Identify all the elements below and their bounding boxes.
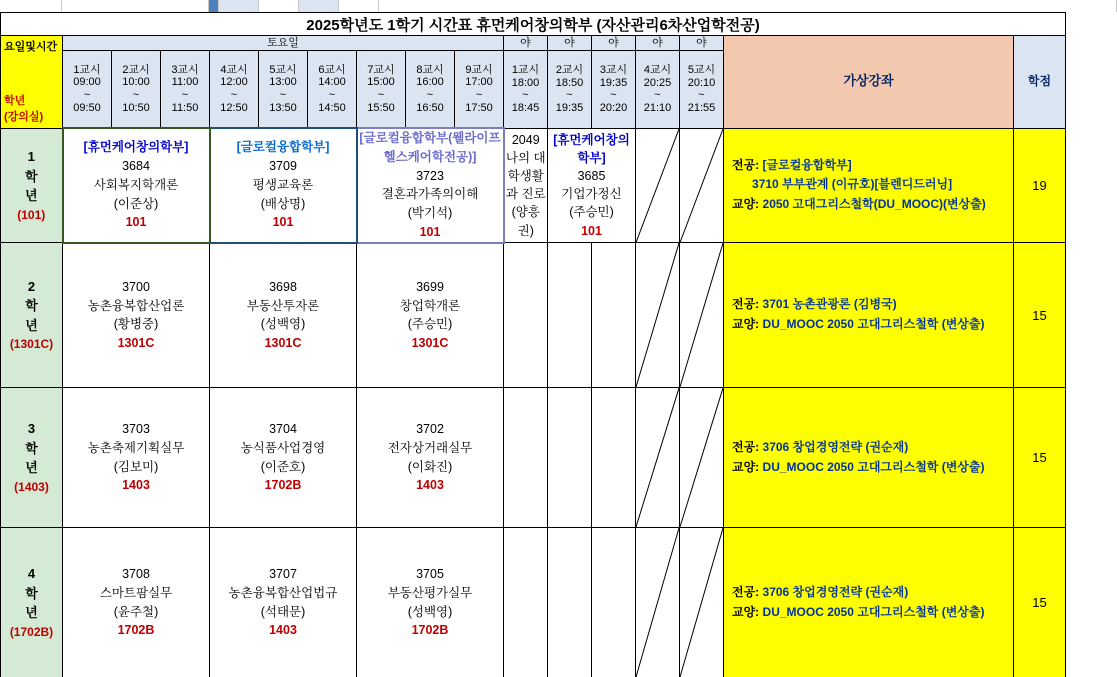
period-name: 8교시 bbox=[416, 63, 444, 76]
period-tilde: ~ bbox=[230, 89, 238, 101]
course-room: 101 bbox=[581, 223, 602, 238]
period-start: 09:00 bbox=[73, 76, 101, 89]
period-start: 20:10 bbox=[687, 76, 716, 89]
period-header-3 bbox=[161, 51, 210, 129]
grade-text2: 년 bbox=[25, 460, 38, 476]
grade-cell bbox=[1, 243, 63, 388]
grade-text2: 년 bbox=[25, 317, 38, 333]
course-room: 1702B bbox=[264, 478, 302, 493]
night-course-cell[interactable] bbox=[548, 128, 636, 243]
diagonal-blank-cell bbox=[636, 388, 680, 528]
course-room: 1403 bbox=[416, 478, 444, 493]
empty-cell bbox=[592, 243, 636, 388]
course-name: 사회복지학개론 bbox=[93, 177, 179, 192]
corner-header bbox=[1, 36, 63, 129]
course-professor: (윤주철) bbox=[113, 604, 159, 619]
course-cell[interactable] bbox=[357, 128, 504, 243]
course-code: 3702 bbox=[416, 422, 444, 436]
night-label-1: 야 bbox=[504, 36, 548, 51]
course-professor: (양흥권) bbox=[511, 205, 540, 238]
period-end: 21:10 bbox=[643, 101, 672, 114]
period-start: 11:00 bbox=[171, 76, 199, 89]
period-header-4 bbox=[210, 51, 259, 129]
virtual-course-line: 교양: DU_MOOC 2050 고대그리스철학 (변상출) bbox=[732, 604, 985, 619]
diagonal-blank-cell bbox=[680, 128, 724, 243]
period-header-6 bbox=[308, 51, 357, 129]
course-professor: (성백영) bbox=[407, 604, 453, 619]
night-label-3: 야 bbox=[592, 36, 636, 51]
period-tilde: ~ bbox=[610, 89, 617, 102]
corner-top-label: 요일및시간 bbox=[4, 41, 58, 53]
period-tilde: ~ bbox=[522, 89, 529, 102]
diagonal-blank-cell bbox=[636, 243, 680, 388]
period-start: 10:00 bbox=[122, 76, 150, 89]
period-end: 11:50 bbox=[171, 101, 199, 114]
empty-cell bbox=[504, 243, 548, 388]
night-period-header-2 bbox=[548, 51, 592, 129]
grade-room: (1301C) bbox=[9, 337, 54, 352]
period-start: 16:00 bbox=[416, 76, 444, 89]
course-name: 결혼과가족의이해 bbox=[381, 187, 479, 202]
period-tilde: ~ bbox=[377, 89, 385, 101]
credit-cell: 15 bbox=[1014, 388, 1066, 528]
virtual-course-cell[interactable] bbox=[724, 243, 1014, 388]
course-code: 3700 bbox=[122, 279, 150, 294]
corner-bottom-label: 학년 (강의실) bbox=[4, 94, 44, 123]
period-header-5 bbox=[259, 51, 308, 129]
course-name: 창업학개론 bbox=[399, 298, 461, 313]
grade-cell bbox=[1, 388, 63, 528]
course-room: 1301C bbox=[117, 336, 155, 350]
empty-cell bbox=[504, 528, 548, 677]
course-code: 3699 bbox=[416, 279, 444, 294]
virtual-course-line: 전공: 3701 농촌관광론 (김병국) bbox=[732, 297, 897, 312]
empty-cell bbox=[548, 243, 592, 388]
course-cell[interactable] bbox=[63, 528, 210, 677]
period-start: 17:00 bbox=[465, 76, 493, 89]
course-code: 3708 bbox=[122, 567, 150, 581]
course-room: 1403 bbox=[269, 623, 297, 638]
course-professor: (배상명) bbox=[260, 196, 306, 211]
period-name: 2교시 bbox=[555, 63, 584, 76]
night-period-header-1 bbox=[504, 51, 548, 129]
period-name: 9교시 bbox=[465, 63, 493, 76]
period-end: 10:50 bbox=[122, 101, 150, 114]
period-header-1 bbox=[63, 51, 112, 129]
spreadsheet-column-strip bbox=[0, 0, 1117, 12]
period-name: 5교시 bbox=[687, 63, 716, 76]
course-name: 평생교육론 bbox=[252, 177, 314, 192]
course-room: 1403 bbox=[122, 478, 150, 493]
virtual-course-cell[interactable] bbox=[724, 528, 1014, 677]
grade-row bbox=[1, 388, 1066, 528]
virtual-course-cell[interactable] bbox=[724, 128, 1014, 243]
course-professor: (성백영) bbox=[260, 317, 306, 332]
period-tilde: ~ bbox=[279, 89, 287, 101]
course-cell[interactable] bbox=[210, 388, 357, 528]
period-tilde: ~ bbox=[654, 89, 661, 102]
period-header-9 bbox=[455, 51, 504, 129]
course-room: 101 bbox=[125, 215, 147, 230]
course-name: 스마트팜실무 bbox=[99, 585, 173, 600]
period-start: 18:00 bbox=[511, 76, 540, 89]
course-code: 3704 bbox=[269, 422, 297, 436]
period-end: 21:55 bbox=[687, 101, 716, 114]
period-tilde: ~ bbox=[426, 89, 434, 101]
course-code: 3723 bbox=[416, 168, 444, 183]
grade-text2: 년 bbox=[25, 605, 38, 621]
period-tilde: ~ bbox=[181, 89, 189, 101]
grade-text2: 년 bbox=[24, 188, 38, 203]
grade-text1: 학 bbox=[24, 168, 38, 184]
period-name: 3교시 bbox=[171, 63, 199, 76]
course-professor: (이준상) bbox=[113, 196, 159, 211]
grade-number: 1 bbox=[27, 149, 35, 164]
empty-cell bbox=[548, 528, 592, 677]
virtual-course-line: 전공: 3706 창업경영전략 (권순재) bbox=[732, 584, 909, 599]
empty-cell bbox=[592, 528, 636, 677]
night-label-2: 야 bbox=[548, 36, 592, 51]
virtual-course-header: 가상강좌 bbox=[724, 36, 1014, 129]
grade-row bbox=[1, 243, 1066, 388]
diagonal-blank-cell bbox=[636, 528, 680, 677]
period-end: 20:20 bbox=[599, 101, 628, 114]
grade-row bbox=[1, 128, 1066, 243]
course-cell[interactable] bbox=[210, 128, 357, 243]
period-end: 17:50 bbox=[465, 101, 493, 114]
course-code: 3707 bbox=[269, 567, 297, 581]
course-name: 농촌융복합산업론 bbox=[87, 298, 185, 313]
course-cell[interactable] bbox=[210, 243, 357, 388]
period-tilde: ~ bbox=[83, 89, 91, 101]
period-header-8 bbox=[406, 51, 455, 129]
diagonal-blank-cell bbox=[636, 128, 680, 243]
course-professor: (주승민) bbox=[569, 205, 614, 220]
course-department: [글로컬융합학부] bbox=[236, 140, 330, 155]
period-name: 7교시 bbox=[367, 63, 395, 76]
course-code: 3709 bbox=[269, 159, 297, 174]
grade-room: (1403) bbox=[14, 479, 49, 494]
credit-header: 학점 bbox=[1014, 36, 1066, 129]
grade-room: (1702B) bbox=[9, 624, 54, 639]
course-professor: (이준호) bbox=[260, 459, 306, 474]
period-start: 14:00 bbox=[318, 76, 346, 89]
grade-text1: 학 bbox=[25, 585, 38, 601]
period-name: 1교시 bbox=[511, 63, 540, 76]
period-name: 5교시 bbox=[269, 63, 297, 76]
night-period-header-5 bbox=[680, 51, 724, 129]
course-room: 1702B bbox=[411, 623, 449, 638]
course-cell[interactable] bbox=[63, 128, 210, 243]
period-name: 2교시 bbox=[122, 63, 150, 76]
period-name: 3교시 bbox=[599, 63, 628, 76]
grade-room: (101) bbox=[17, 207, 46, 222]
course-room: 101 bbox=[419, 224, 441, 239]
period-start: 19:35 bbox=[599, 76, 628, 89]
course-department: [휴먼케어창의학부] bbox=[553, 132, 630, 165]
course-cell[interactable] bbox=[357, 528, 504, 677]
course-cell[interactable] bbox=[357, 243, 504, 388]
period-name: 6교시 bbox=[318, 63, 346, 76]
course-name: 부동산평가실무 bbox=[387, 585, 473, 600]
timetable-table bbox=[0, 12, 1066, 677]
course-professor: (석태문) bbox=[260, 604, 306, 619]
virtual-course-line: 전공: 3706 창업경영전략 (권순재) bbox=[732, 439, 909, 454]
course-cell[interactable] bbox=[63, 243, 210, 388]
course-professor: (김보미) bbox=[113, 459, 159, 474]
course-name: 부동산투자론 bbox=[246, 298, 320, 313]
empty-cell bbox=[592, 388, 636, 528]
course-professor: (이화진) bbox=[407, 459, 453, 474]
period-tilde: ~ bbox=[566, 89, 573, 102]
course-name: 농촌축제기획실무 bbox=[87, 440, 185, 455]
period-start: 15:00 bbox=[367, 76, 395, 89]
virtual-course-line: 교양: 2050 고대그리스철학(DU_MOOC)(변상출) bbox=[732, 197, 986, 212]
grade-number: 4 bbox=[27, 566, 36, 582]
course-name: 전자상거래실무 bbox=[387, 440, 473, 455]
course-cell[interactable] bbox=[357, 388, 504, 528]
period-start: 20:25 bbox=[643, 76, 672, 89]
night-period-header-3 bbox=[592, 51, 636, 129]
period-name: 4교시 bbox=[220, 63, 248, 76]
course-cell[interactable] bbox=[210, 528, 357, 677]
course-code: 3698 bbox=[269, 279, 297, 294]
virtual-course-line: 교양: DU_MOOC 2050 고대그리스철학 (변상출) bbox=[732, 317, 985, 331]
course-code: 3684 bbox=[122, 159, 150, 174]
period-tilde: ~ bbox=[132, 89, 140, 101]
virtual-course-line: 3710 부부관계 (이규호)[블렌디드러닝] bbox=[752, 177, 953, 192]
grade-cell bbox=[1, 528, 63, 677]
course-code: 3685 bbox=[577, 169, 606, 184]
course-room: 101 bbox=[272, 215, 294, 230]
period-tilde: ~ bbox=[328, 89, 336, 101]
period-start: 12:00 bbox=[220, 76, 248, 89]
diagonal-blank-cell bbox=[680, 243, 724, 388]
virtual-course-line: 교양: DU_MOOC 2050 고대그리스철학 (변상출) bbox=[732, 459, 985, 474]
grade-cell bbox=[1, 128, 63, 243]
grade-text1: 학 bbox=[25, 440, 38, 456]
course-cell[interactable] bbox=[63, 388, 210, 528]
grade-number: 2 bbox=[27, 278, 36, 294]
course-professor: (박기석) bbox=[407, 206, 453, 220]
period-end: 18:45 bbox=[511, 101, 540, 114]
period-tilde: ~ bbox=[475, 89, 483, 101]
period-end: 16:50 bbox=[416, 101, 444, 114]
period-end: 19:35 bbox=[555, 101, 584, 114]
period-end: 13:50 bbox=[269, 101, 297, 114]
course-professor: (주승민) bbox=[407, 317, 453, 332]
period-end: 09:50 bbox=[73, 101, 101, 114]
period-start: 13:00 bbox=[269, 76, 297, 89]
night-label-5: 야 bbox=[680, 36, 724, 51]
virtual-course-cell[interactable] bbox=[724, 388, 1014, 528]
course-code: 3705 bbox=[416, 567, 444, 581]
diagonal-blank-cell bbox=[680, 528, 724, 677]
course-room: 1702B bbox=[117, 623, 155, 638]
page-title: 2025학년도 1학기 시간표 휴먼케어창의학부 (자산관리6차산업학전공) bbox=[1, 13, 1066, 36]
course-code: 3703 bbox=[122, 422, 150, 436]
title-row bbox=[1, 13, 1066, 36]
course-room: 1301C bbox=[411, 336, 449, 350]
night-label-4: 야 bbox=[636, 36, 680, 51]
period-end: 14:50 bbox=[318, 101, 346, 114]
course-name: 농식품사업경영 bbox=[240, 440, 326, 455]
course-room: 1301C bbox=[264, 336, 302, 350]
course-professor: (황병중) bbox=[113, 317, 159, 332]
grade-number: 3 bbox=[27, 421, 36, 437]
grade-row bbox=[1, 528, 1066, 677]
diagonal-blank-cell bbox=[680, 388, 724, 528]
course-code: 2049 bbox=[511, 132, 540, 147]
period-name: 1교시 bbox=[73, 63, 101, 76]
virtual-course-line: 전공: [글로컬융합학부] bbox=[732, 157, 852, 172]
empty-cell bbox=[504, 388, 548, 528]
course-name: 나의 대학생활과 진로 bbox=[505, 151, 546, 202]
course-name: 기업가정신 bbox=[561, 187, 622, 202]
period-end: 15:50 bbox=[367, 101, 395, 114]
credit-cell: 19 bbox=[1014, 128, 1066, 243]
night-period-header-4 bbox=[636, 51, 680, 129]
empty-cell bbox=[548, 388, 592, 528]
course-department: [글로컬융합학부(웰라이프 헬스케어학전공)] bbox=[359, 131, 501, 164]
period-tilde: ~ bbox=[698, 89, 705, 102]
period-name: 4교시 bbox=[643, 63, 672, 76]
grade-text1: 학 bbox=[25, 298, 38, 314]
period-header-2 bbox=[112, 51, 161, 129]
night-course-cell[interactable] bbox=[504, 128, 548, 243]
header-day-row bbox=[1, 36, 1066, 51]
day-label: 토요일 bbox=[63, 36, 504, 51]
course-name: 농촌융복합산업법규 bbox=[228, 585, 338, 600]
period-end: 12:50 bbox=[220, 101, 248, 114]
credit-cell: 15 bbox=[1014, 243, 1066, 388]
credit-cell: 15 bbox=[1014, 528, 1066, 677]
period-start: 18:50 bbox=[555, 76, 584, 89]
period-header-7 bbox=[357, 51, 406, 129]
course-department: [휴먼케어창의학부] bbox=[83, 140, 189, 155]
